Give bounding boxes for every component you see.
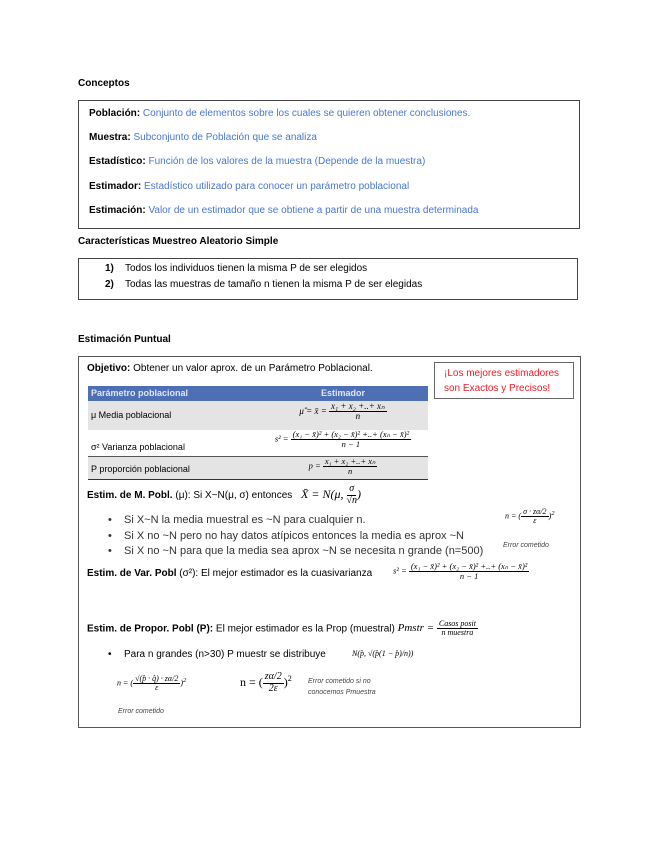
n-formula-unknown-p: n = ( $\frac{z\alpha/2}{2\varepsilon}$ )$^2$ [240, 671, 292, 694]
note-line: son Exactos y Precisos! [444, 383, 551, 394]
formula-den: n [347, 465, 353, 476]
error-label: conocemos Pmuestra [308, 689, 376, 696]
n-formula: n = ( $\frac{\sigma \cdot z\alpha/2}{\varepsilon}$ )$^2$ [505, 507, 555, 526]
list-number: 1) [105, 263, 114, 274]
proporcion-line [87, 620, 478, 638]
distribution-formula: N(p̂, √(p̂(1 − p̂)/n)) [352, 649, 414, 658]
media-text: (μ): Si X~N(μ, σ) entonces [175, 489, 293, 501]
objetivo-label: Objetivo: [87, 363, 131, 374]
conceptos-box [78, 100, 580, 229]
formula-den: n − 1 [341, 438, 361, 449]
formula-exp: 2 [287, 673, 292, 683]
header-cell: Parámetro poblacional [91, 388, 189, 398]
media-label: Estim. de M. Pobl. [87, 489, 173, 501]
note-box [434, 362, 574, 399]
formula-den: ε [155, 683, 159, 693]
bullet-text: Si X no ~N pero no hay datos atípicos entonces la media es aprox ~N [124, 530, 464, 542]
proporcion-text: El mejor estimador es la Prop (muestral) [215, 623, 395, 635]
concept-definition: Subconjunto de Población que se analiza [133, 132, 317, 143]
formula-lhs: n = [240, 674, 256, 689]
list-item: Todos los individuos tienen la misma P de ser elegidos [125, 263, 368, 274]
media-line [87, 484, 361, 506]
formula-den: n − 1 [459, 570, 479, 581]
n-formula-p: n = ( $\frac{√(p̂ \cdot q̂) \cdot z\alpha/2}{\varepsilon}$ )$^2$ [117, 674, 187, 693]
objetivo-text: Obtener un valor aprox. de un Parámetro Poblacional. [133, 363, 373, 374]
formula-num: Casos posit [438, 619, 476, 628]
table-row [88, 430, 428, 457]
concept-term: Estimación: [89, 205, 146, 216]
formula-num: (x₁ − x̄)² + (x₂ − x̄)² +..+ (xₙ − x̄)² [410, 561, 528, 571]
concept-item [89, 132, 317, 143]
param-cell: P proporción poblacional [91, 464, 190, 474]
formula-lhs: n = [505, 511, 517, 521]
media-formula: X̄ = N(μ, $\frac{\sigma}{√n}$ ) [301, 483, 361, 506]
concept-definition: Conjunto de elementos sobre los cuales se quieren obtener conclusiones. [142, 108, 471, 119]
concept-term: Muestra: [89, 132, 131, 143]
concept-item [89, 205, 478, 216]
proporcion-label: Estim. de Propor. Pobl (P): [87, 623, 214, 635]
formula-exp: 2 [183, 677, 187, 685]
param-cell: σ² Varianza poblacional [91, 442, 185, 452]
formula-lhs: Pmstr = [397, 622, 435, 635]
formula-den: n muestra [441, 628, 474, 638]
note-line: ¡Los mejores estimadores [444, 368, 560, 379]
formula-lhs: μ̂ = x̄ = [299, 406, 327, 416]
error-label: Error cometido [118, 708, 164, 715]
proporcion-formula [397, 619, 478, 638]
caracteristicas-box [78, 258, 578, 300]
formula-lhs: s² = [274, 433, 289, 444]
formula-num: √(p̂ · q̂) · zα/2 [135, 674, 179, 683]
param-cell: μ Media poblacional [91, 410, 172, 420]
varianza-line [87, 568, 372, 579]
estimator-cell [258, 402, 428, 422]
formula-num: (x₁ − x̄)² + (x₂ − x̄)² +..+ (xₙ − x̄)² [292, 429, 410, 439]
concept-definition: Estadístico utilizado para conocer un parámetro poblacional [144, 181, 410, 192]
concept-item [89, 108, 470, 119]
bullet-text: Si X~N la media muestral es ~N para cualquier n. [124, 514, 366, 526]
bullet-item: • Si X~N la media muestral es ~N para cualquier n. [108, 514, 366, 526]
concept-item [89, 156, 425, 167]
concept-definition: Función de los valores de la muestra (Depende de la muestra) [148, 156, 426, 167]
estimator-cell [258, 457, 428, 476]
formula-den: n [355, 411, 361, 422]
formula-exp: 2 [551, 510, 555, 518]
concept-term: Estadístico: [89, 156, 146, 167]
formula-lhs: X̄ = N(μ, [301, 486, 344, 501]
table-header [88, 386, 428, 401]
bullet-item: • Para n grandes (n>30) P muestr se distribuye [108, 649, 326, 660]
formula-num: zα/2 [264, 671, 282, 682]
bullet-text: Si X no ~N para que la media sea aprox ~N se necesita n grande (n=500) [124, 545, 484, 557]
concept-definition: Valor de un estimador que se obtiene a partir de una muestra determinada [148, 205, 479, 216]
formula-num: σ [349, 483, 355, 494]
estimator-cell [258, 430, 428, 449]
varianza-label: Estim. de Var. Pobl [87, 568, 177, 579]
varianza-formula [393, 562, 529, 581]
formula-num: x₁ + x₂ +..+ xₙ [324, 456, 376, 466]
concept-item [89, 181, 409, 192]
conceptos-heading: Conceptos [78, 78, 130, 89]
formula-den: 2ε [268, 682, 278, 694]
concept-term: Población: [89, 108, 141, 119]
formula-num: x₁ + x₂ +..+ xₙ [331, 401, 385, 411]
estimators-table [88, 386, 428, 480]
list-item: Todas las muestras de tamaño n tienen la misma P de ser elegidas [125, 279, 423, 290]
list-number: 2) [105, 279, 114, 290]
bullet-item: • Si X no ~N para que la media sea aprox ~N se necesita n grande (n=500) [108, 545, 484, 557]
bullet-item: • Si X no ~N pero no hay datos atípicos entonces la media es aprox ~N [108, 530, 464, 542]
bullet-text: Para n grandes (n>30) P muestr se distribuye [124, 649, 326, 660]
formula-den: ε [533, 516, 537, 526]
table-row [88, 401, 428, 430]
formula-den: √n [346, 494, 357, 506]
varianza-text: (σ²): El mejor estimador es la cuasivarianza [179, 568, 373, 579]
header-cell: Estimador [320, 388, 365, 398]
error-label: Error cometido si no [308, 678, 371, 685]
caracteristicas-heading: Características Muestreo Aleatorio Simple [78, 236, 279, 247]
formula-lhs: n = [117, 678, 129, 688]
formula-lhs: s² = [393, 565, 407, 576]
formula-num: σ · zα/2 [523, 507, 547, 516]
estimacion-heading: Estimación Puntual [78, 334, 171, 345]
concept-term: Estimador: [89, 181, 142, 192]
formula-lhs: p = [308, 460, 321, 471]
objetivo-line [87, 363, 373, 374]
table-row [88, 457, 428, 480]
error-label: Error cometido [503, 542, 549, 549]
